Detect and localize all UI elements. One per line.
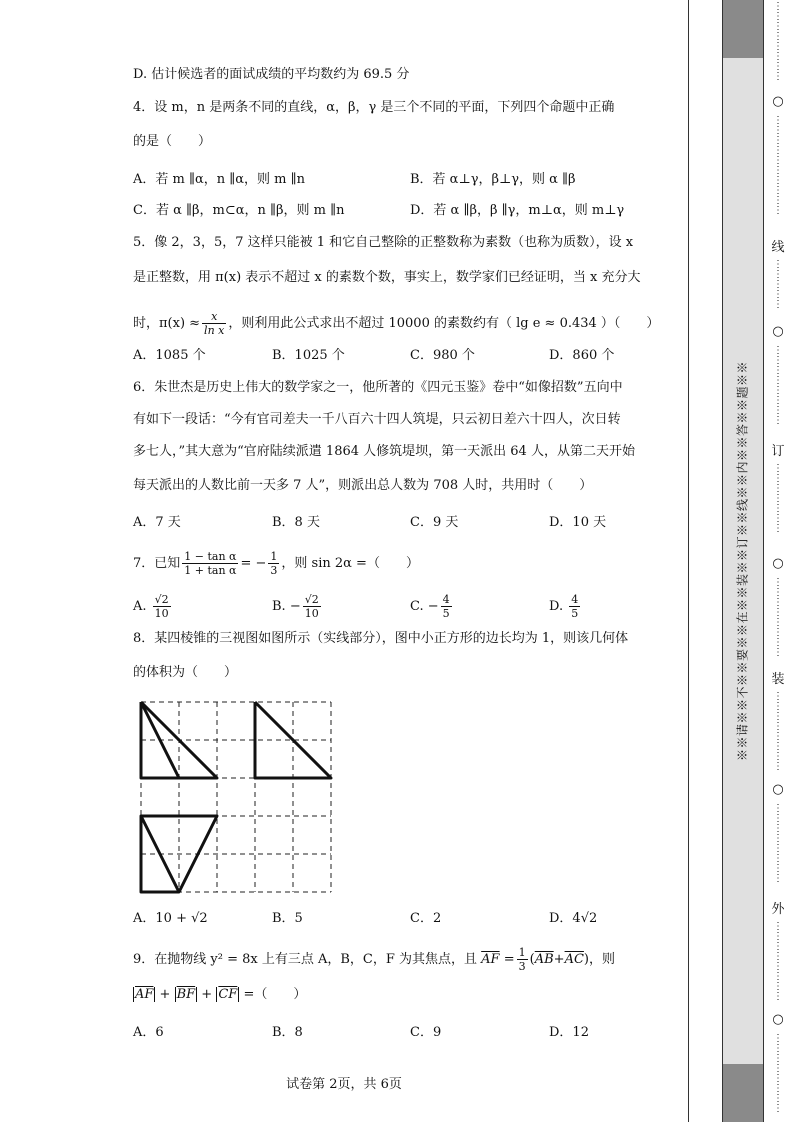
seal-circle-icon: ○: [772, 94, 784, 109]
q5-option-a: A．1085 个: [133, 348, 206, 363]
seal-circle-icon: ○: [772, 1012, 784, 1027]
q9-line2: $\overline{AF} + \overline{BF} + \overline{CF}$ =（ ）: [135, 987, 307, 1002]
q7-option-b-frac: [303, 593, 321, 620]
q9-frac-den: 3: [518, 960, 526, 973]
q6-line2: 有如下一段话：“今有官司差夫一千八百六十四人筑堤，只云初日差六十四人，次日转: [133, 412, 621, 427]
q5-frac-num: x: [202, 310, 226, 324]
q9-line2-post: =（ ）: [243, 987, 307, 1002]
seal-dots: ⋮ ⋮ ⋮ ⋮ ⋮ ⋮ ⋮: [773, 463, 783, 534]
q7-option-b: [272, 593, 323, 620]
q8-line2: 的体积为（ ）: [133, 665, 238, 680]
band-bottom-cap: [723, 1064, 763, 1122]
seal-char-zhuang: 装: [771, 672, 785, 687]
q8-option-d: D．4√2: [549, 911, 598, 926]
q7-option-c-label: C.: [410, 599, 424, 614]
q5-line3: [133, 310, 659, 337]
q6-line3: 多七人，”其大意为“官府陆续派遣 1864 人修筑堤坝，第一天派出 64 人，从第二天开始: [133, 444, 635, 459]
q9-eq: =: [503, 952, 515, 967]
no-answer-warning: ※※请※※不※※要※※在※※装※※订※※线※※内※※答※※题※※: [735, 360, 750, 762]
q8-option-a: A．10 + √2: [133, 911, 208, 926]
three-view-diagram: [138, 700, 338, 896]
q7-frac-den: 1 + tan α: [184, 564, 237, 577]
q3-option-d: D. 估计候选者的面试成绩的平均数约为 69.5 分: [133, 67, 410, 82]
q8-option-b: B．5: [272, 911, 303, 926]
q7-frac-num: 1 − tan α: [184, 550, 237, 563]
q7-post: ，则 sin 2α =（ ）: [281, 556, 419, 571]
q9-pre: 9．在抛物线 y² = 8x 上有三点 A，B，C，F 为其焦点，且: [133, 952, 478, 967]
seal-dots: ⋮ ⋮ ⋮ ⋮ ⋮ ⋮ ⋮ ⋮: [773, 921, 783, 1002]
q7-rhs-den: 3: [270, 564, 278, 577]
q9-option-d: D．12: [549, 1025, 589, 1040]
q4-stem-line1: 4．设 m，n 是两条不同的直线，α，β，γ 是三个不同的平面，下列四个命题中正确: [133, 100, 615, 115]
q7-option-a-frac: [153, 593, 171, 620]
front-view-inner-edge: [141, 702, 179, 778]
q4-option-d: D．若 α ∥β，β ∥γ，m⊥α，则 m⊥γ: [410, 203, 625, 218]
q7-rhs-num: 1: [270, 550, 278, 563]
q9-vec-ab: $\overline{AB}$: [534, 952, 554, 967]
q8-option-c: C．2: [410, 911, 442, 926]
seal-dots: ⋮ ⋮ ⋮ ⋮ ⋮ ⋮ ⋮ ⋮: [773, 803, 783, 884]
q7-option-c-frac: [441, 593, 452, 620]
seal-dots: ⋮ ⋮ ⋮ ⋮ ⋮ ⋮ ⋮ ⋮: [773, 577, 783, 658]
seal-dots: ⋮ ⋮ ⋮ ⋮ ⋮ ⋮ ⋮ ⋮ ⋮ ⋮: [773, 115, 783, 216]
q7-option-d: [549, 593, 582, 620]
q9-abs-cf: $\overline{CF}$: [218, 987, 238, 1002]
q9-option-c: C．9: [410, 1025, 442, 1040]
seal-dots: ⋮ ⋮ ⋮ ⋮ ⋮ ⋮ ⋮ ⋮: [773, 1, 783, 82]
q5-option-c: C．980 个: [410, 348, 475, 363]
seal-dots: ⋮ ⋮ ⋮ ⋮ ⋮ ⋮ ⋮ ⋮: [773, 345, 783, 426]
seal-dots: ⋮ ⋮ ⋮ ⋮ ⋮: [773, 259, 783, 310]
q7-option-c-sign: −: [427, 599, 439, 614]
q9-fraction: [517, 946, 528, 973]
seal-dots: ⋮ ⋮ ⋮ ⋮ ⋮ ⋮ ⋮ ⋮: [773, 1033, 783, 1114]
q7-option-b-sign: −: [289, 599, 301, 614]
seal-circle-icon: ○: [772, 782, 784, 797]
page-footer: 试卷第 2页，共 6页: [286, 1077, 402, 1092]
q7-option-a-label: A.: [133, 599, 147, 614]
q7-option-b-label: B.: [272, 599, 286, 614]
q7-option-b-num: √2: [304, 593, 319, 606]
binding-border-line: [688, 0, 689, 1122]
q6-option-a: A．7 天: [133, 515, 181, 530]
q9-abs-af: $\overline{AF}$: [135, 987, 154, 1002]
q5-line3-post: ，则利用此公式求出不超过 10000 的素数约有（ lg e ≈ 0.434 ）（ ）: [228, 316, 660, 331]
q7-eq: = −: [240, 556, 267, 571]
q9-abs-bf: $\overline{BF}$: [176, 987, 196, 1002]
q7-option-a-den: 10: [154, 607, 169, 620]
q9-vec-af: $\overline{AF}$: [481, 952, 500, 967]
seal-char-wai: 外: [771, 902, 785, 917]
q9-option-b: B．8: [272, 1025, 303, 1040]
q4-option-a: A．若 m ∥α，n ∥α，则 m ∥n: [133, 172, 306, 187]
q9-plus: +: [553, 952, 565, 967]
q7-stem: [133, 550, 419, 577]
q6-line1: 6．朱世杰是历史上伟大的数学家之一，他所著的《四元玉鉴》卷中“如像招数”五向中: [133, 380, 623, 395]
q9-vec-ac: $\overline{AC}$: [564, 952, 584, 967]
q7-option-a: [133, 593, 173, 620]
q9-post: ，则: [589, 952, 616, 967]
q7-fraction: [182, 550, 238, 577]
q6-line4: 每天派出的人数比前一天多 7 人”，则派出总人数为 708 人时，共用时（ ）: [133, 478, 593, 493]
seal-dots: ⋮ ⋮ ⋮ ⋮ ⋮ ⋮ ⋮ ⋮: [773, 691, 783, 772]
q4-option-c: C．若 α ∥β，m⊂α，n ∥β，则 m ∥n: [133, 203, 345, 218]
q7-option-c-den: 5: [442, 607, 450, 620]
q5-option-d: D．860 个: [549, 348, 615, 363]
q7-option-d-frac: [569, 593, 580, 620]
q7-pre: 7．已知: [133, 556, 181, 571]
seal-circle-icon: ○: [772, 556, 784, 571]
q6-option-c: C．9 天: [410, 515, 459, 530]
q5-fraction: [202, 310, 226, 337]
solid-views: [141, 702, 331, 892]
q7-option-d-num: 4: [571, 593, 579, 606]
seal-char-xian: 线: [771, 240, 785, 255]
q5-frac-den: ln x: [204, 324, 225, 337]
q9-option-a: A．6: [133, 1025, 164, 1040]
q5-line1: 5．像 2，3，5，7 这样只能被 1 和它自己整除的正整数称为素数（也称为质数），设 x: [133, 235, 634, 250]
q7-option-a-num: √2: [154, 593, 169, 606]
q7-option-b-den: 10: [304, 607, 319, 620]
q7-option-d-den: 5: [571, 607, 579, 620]
q5-line2: 是正整数，用 π(x) 表示不超过 x 的素数个数，事实上，数学家们已经证明，当 x 充分大: [133, 270, 641, 285]
q7-option-c-num: 4: [442, 593, 450, 606]
q6-option-d: D．10 天: [549, 515, 607, 530]
q9-frac-num: 1: [518, 946, 526, 959]
seal-char-ding: 订: [771, 444, 785, 459]
seal-circle-icon: ○: [772, 324, 784, 339]
q6-option-b: B．8 天: [272, 515, 320, 530]
q8-line1: 8．某四棱锥的三视图如图所示（实线部分），图中小正方形的边长均为 1，则该几何体: [133, 631, 629, 646]
top-view-inner-edge: [141, 816, 179, 892]
q7-rhs-fraction: [268, 550, 279, 577]
q4-stem-line2: 的是（ ）: [133, 134, 212, 149]
q5-line3-pre: 时，π(x) ≈: [133, 316, 201, 331]
q4-option-b: B．若 α⊥γ，β⊥γ，则 α ∥β: [410, 172, 576, 187]
q9-line1: 9．在抛物线 y² = 8x 上有三点 A，B，C，F 为其焦点，且 $\overline{AF}$ = $\frac{1}{3}$ $(\overline{AB}+\overline{AC})$，则: [133, 946, 616, 973]
band-top-cap: [723, 0, 763, 58]
q7-option-d-label: D.: [549, 599, 564, 614]
q7-option-c: [410, 593, 454, 620]
q5-option-b: B．1025 个: [272, 348, 345, 363]
